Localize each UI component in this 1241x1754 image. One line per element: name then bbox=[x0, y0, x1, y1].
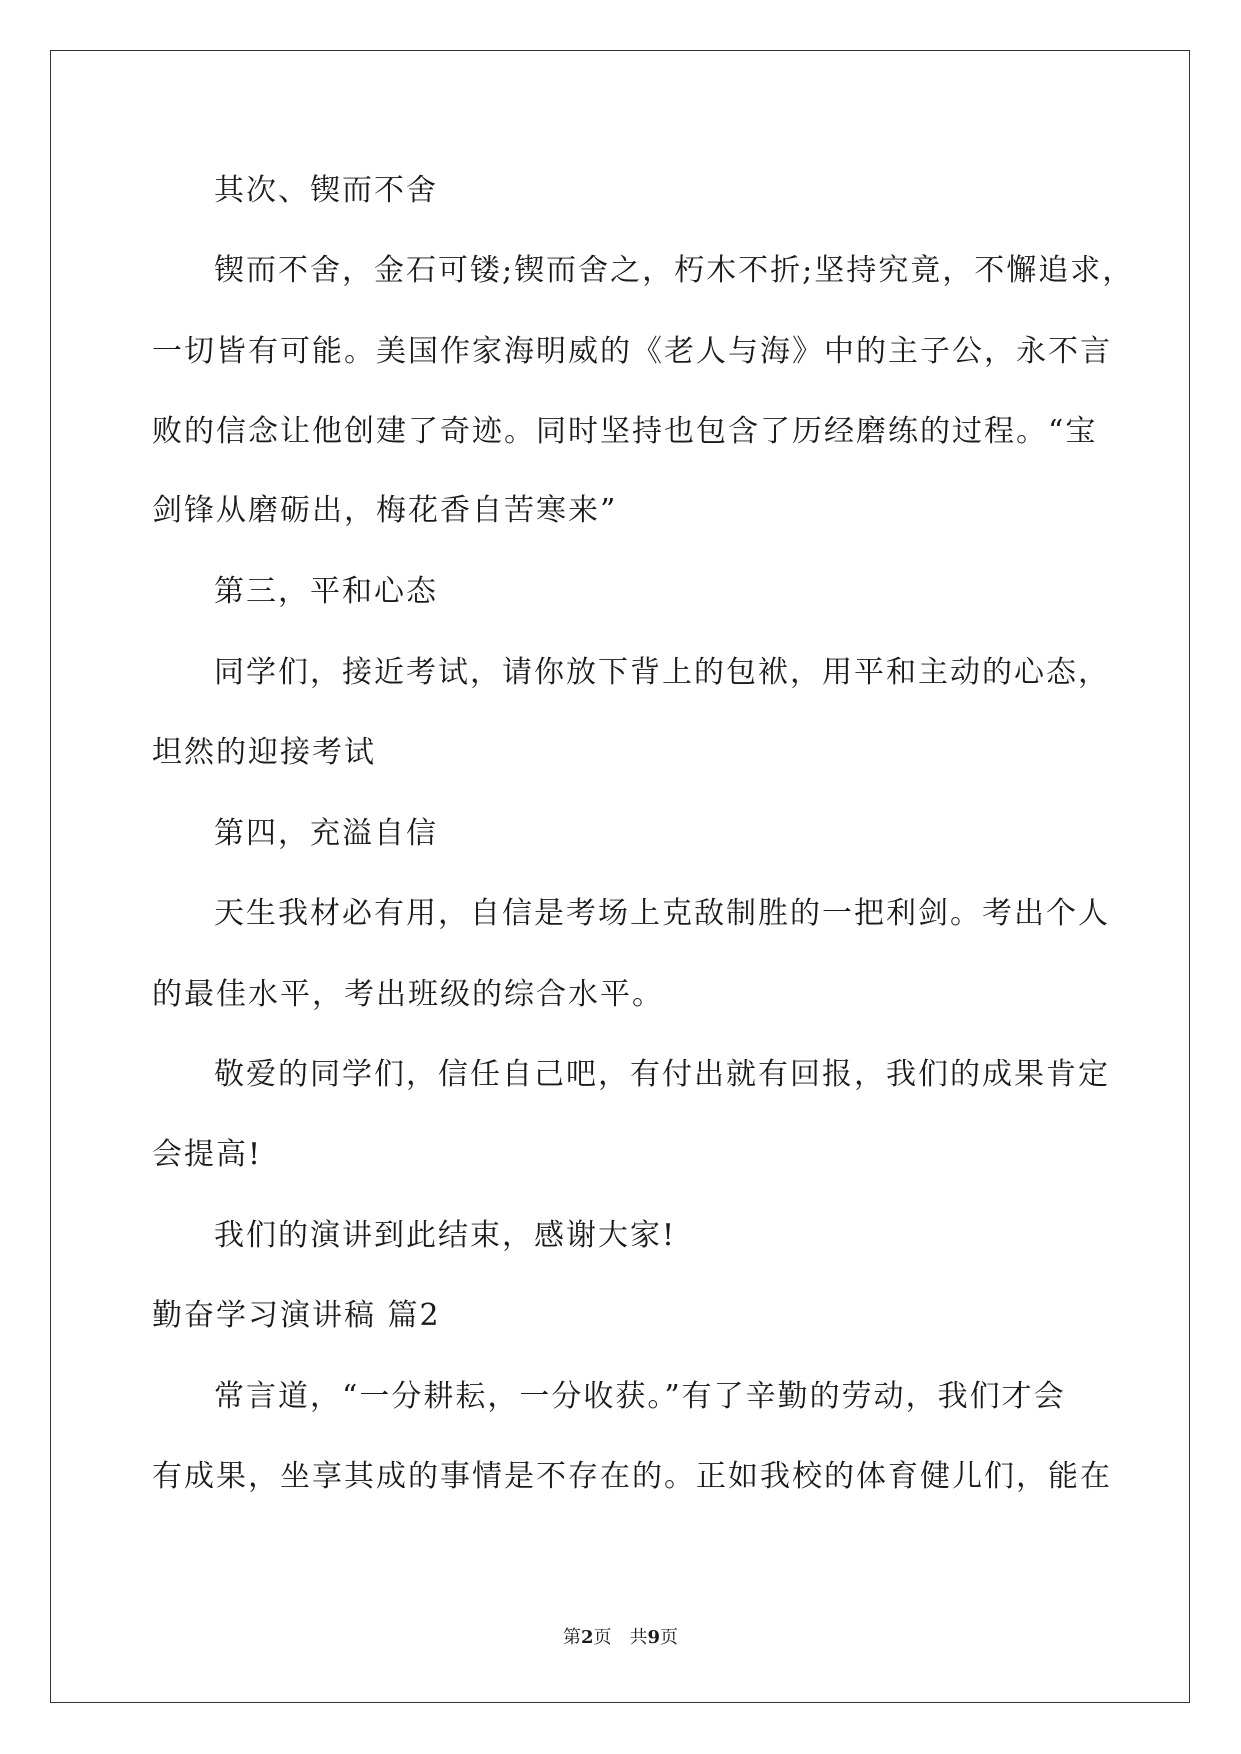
paragraph-line: 天生我材必有用，自信是考场上克敌制胜的一把利剑。考出个人 bbox=[214, 896, 1110, 931]
current-page-number: 2 bbox=[580, 1627, 594, 1648]
section-heading-second: 其次、锲而不舍 bbox=[214, 173, 438, 208]
total-pages-number: 9 bbox=[647, 1627, 661, 1648]
paragraph-line: 剑锋从磨砺出，梅花香自苦寒来” bbox=[152, 493, 618, 528]
article-title: 勤奋学习演讲稿 篇2 bbox=[152, 1298, 441, 1333]
paragraph-line: 同学们，接近考试，请你放下背上的包袱，用平和主动的心态， bbox=[214, 655, 1110, 690]
page-footer bbox=[0, 1626, 1241, 1650]
paragraph-line: 锲而不舍，金石可镂;锲而舍之，朽木不折;坚持究竟，不懈追求， bbox=[214, 253, 1135, 288]
page-border bbox=[50, 50, 1190, 1703]
paragraph-line: 常言道，“一分耕耘，一分收获。”有了辛勤的劳动，我们才会 bbox=[214, 1379, 1066, 1414]
paragraph-line: 一切皆有可能。美国作家海明威的《老人与海》中的主子公，永不言 bbox=[152, 334, 1112, 369]
paragraph-line: 敬爱的同学们，信任自己吧，有付出就有回报，我们的成果肯定 bbox=[214, 1057, 1110, 1092]
paragraph-line: 的最佳水平，考出班级的综合水平。 bbox=[152, 977, 664, 1012]
closing-line: 我们的演讲到此结束，感谢大家! bbox=[214, 1218, 677, 1253]
section-heading-fourth: 第四，充溢自信 bbox=[214, 816, 438, 851]
paragraph-line: 有成果，坐享其成的事情是不存在的。正如我校的体育健儿们，能在 bbox=[152, 1459, 1112, 1494]
paragraph-line: 坦然的迎接考试 bbox=[152, 735, 376, 770]
footer-mid: 页 共 bbox=[593, 1627, 648, 1648]
section-heading-third: 第三，平和心态 bbox=[214, 574, 438, 609]
paragraph-line: 败的信念让他创建了奇迹。同时坚持也包含了历经磨练的过程。“宝 bbox=[152, 414, 1098, 449]
footer-prefix: 第 bbox=[562, 1627, 581, 1648]
footer-suffix: 页 bbox=[660, 1627, 679, 1648]
paragraph-line: 会提高! bbox=[152, 1137, 263, 1172]
